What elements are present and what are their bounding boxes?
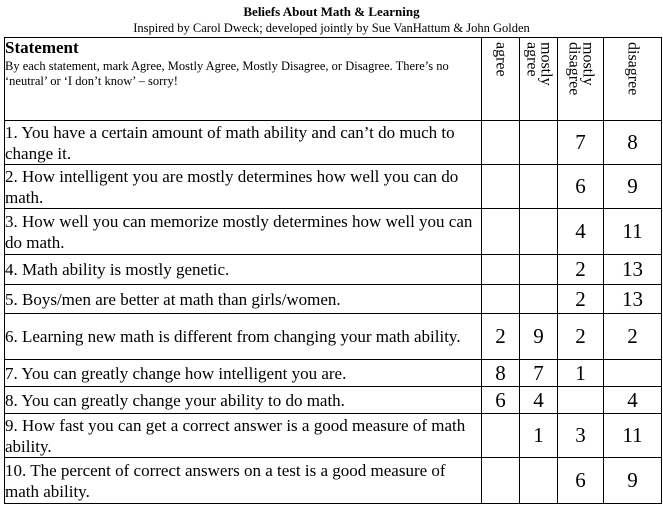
table-row xyxy=(5,458,662,504)
statement-header-cell xyxy=(5,38,482,121)
table-row xyxy=(5,314,662,360)
agree-count xyxy=(482,255,520,285)
table-header-row xyxy=(5,38,662,121)
mostly-disagree-count xyxy=(558,387,604,414)
statement-cell: 10. The percent of correct answers on a test is a good measure of math ability. xyxy=(5,458,482,504)
beliefs-survey-table xyxy=(4,37,662,504)
column-label-agree: agree xyxy=(492,42,510,77)
disagree-count: 13 xyxy=(604,285,662,314)
mostly-agree-count: 1 xyxy=(520,414,558,458)
table-row xyxy=(5,121,662,165)
agree-count xyxy=(482,121,520,165)
mostly-agree-count xyxy=(520,121,558,165)
table-row xyxy=(5,165,662,209)
mostly-agree-count xyxy=(520,255,558,285)
column-header-mostly-agree xyxy=(520,38,558,121)
column-header-mostly-disagree xyxy=(558,38,604,121)
mostly-agree-count xyxy=(520,209,558,255)
column-header-disagree xyxy=(604,38,662,121)
mostly-disagree-count: 2 xyxy=(558,314,604,360)
statement-cell: 4. Math ability is mostly genetic. xyxy=(5,255,482,285)
mostly-disagree-count: 6 xyxy=(558,458,604,504)
agree-count: 8 xyxy=(482,360,520,387)
column-label-disagree: disagree xyxy=(624,42,642,96)
disagree-count: 11 xyxy=(604,209,662,255)
disagree-count: 4 xyxy=(604,387,662,414)
table-row xyxy=(5,285,662,314)
mostly-agree-count xyxy=(520,285,558,314)
page-subtitle: Inspired by Carol Dweck; developed jointly by Sue VanHattum & John Golden xyxy=(133,21,530,35)
agree-count xyxy=(482,285,520,314)
disagree-count: 9 xyxy=(604,165,662,209)
disagree-count: 2 xyxy=(604,314,662,360)
statement-cell: 1. You have a certain amount of math ability and can’t do much to change it. xyxy=(5,121,482,165)
mostly-disagree-count: 7 xyxy=(558,121,604,165)
mostly-agree-count xyxy=(520,458,558,504)
agree-count xyxy=(482,414,520,458)
table-row xyxy=(5,209,662,255)
agree-count: 6 xyxy=(482,387,520,414)
mostly-disagree-count: 2 xyxy=(558,255,604,285)
disagree-count: 11 xyxy=(604,414,662,458)
mostly-disagree-count: 4 xyxy=(558,209,604,255)
mostly-agree-count: 7 xyxy=(520,360,558,387)
statement-cell: 9. How fast you can get a correct answer is a good measure of math ability. xyxy=(5,414,482,458)
table-row xyxy=(5,387,662,414)
statement-cell: 7. You can greatly change how intelligent you are. xyxy=(5,360,482,387)
column-label-mostly-disagree: mostly disagree xyxy=(565,42,597,96)
disagree-count: 9 xyxy=(604,458,662,504)
agree-count xyxy=(482,209,520,255)
statement-instructions: By each statement, mark Agree, Mostly Agree, Mostly Disagree, or Disagree. There’s no ‘neutral’ or ‘I don’t know’ – sorry! xyxy=(5,59,449,88)
column-header-agree xyxy=(482,38,520,121)
table-row xyxy=(5,255,662,285)
statement-cell: 6. Learning new math is different from changing your math ability. xyxy=(5,314,482,360)
page-title: Beliefs About Math & Learning xyxy=(243,4,420,19)
mostly-agree-count: 4 xyxy=(520,387,558,414)
disagree-count xyxy=(604,360,662,387)
agree-count: 2 xyxy=(482,314,520,360)
mostly-disagree-count: 1 xyxy=(558,360,604,387)
statement-cell: 3. How well you can memorize mostly determines how well you can do math. xyxy=(5,209,482,255)
agree-count xyxy=(482,165,520,209)
statement-cell: 8. You can greatly change your ability to do math. xyxy=(5,387,482,414)
mostly-agree-count xyxy=(520,165,558,209)
statement-column-title: Statement xyxy=(5,38,79,57)
table-row xyxy=(5,414,662,458)
agree-count xyxy=(482,458,520,504)
table-row xyxy=(5,360,662,387)
mostly-disagree-count: 6 xyxy=(558,165,604,209)
statement-cell: 5. Boys/men are better at math than girls/women. xyxy=(5,285,482,314)
mostly-disagree-count: 3 xyxy=(558,414,604,458)
disagree-count: 8 xyxy=(604,121,662,165)
statement-cell: 2. How intelligent you are mostly determines how well you can do math. xyxy=(5,165,482,209)
mostly-disagree-count: 2 xyxy=(558,285,604,314)
disagree-count: 13 xyxy=(604,255,662,285)
mostly-agree-count: 9 xyxy=(520,314,558,360)
column-label-mostly-agree: mostly agree xyxy=(523,42,555,86)
